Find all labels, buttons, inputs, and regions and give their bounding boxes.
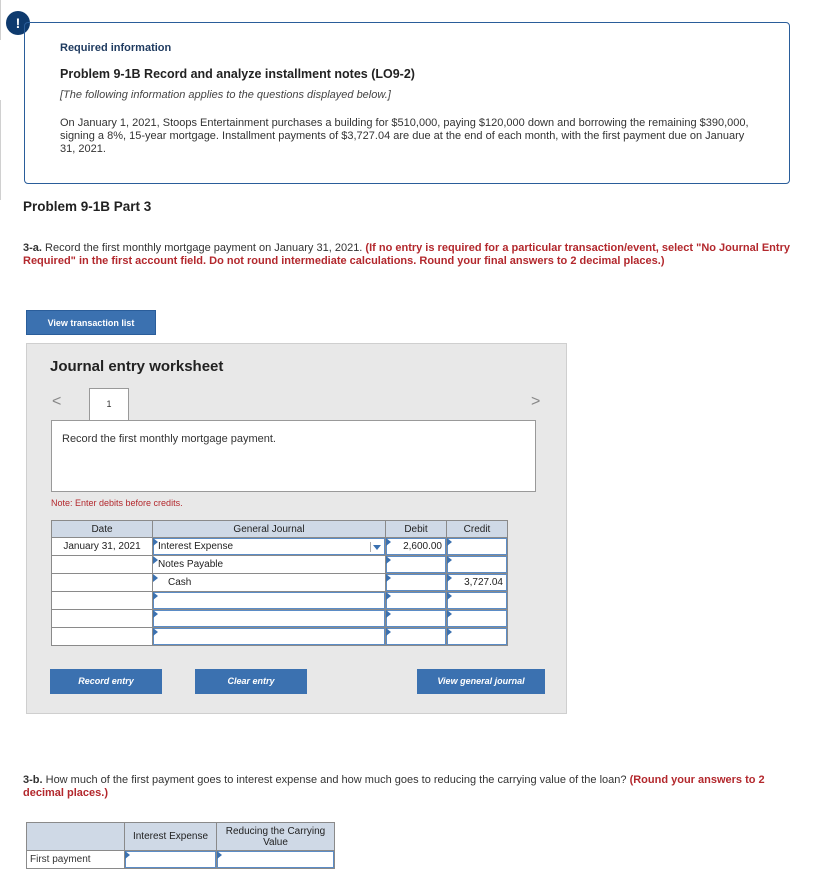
credit-input[interactable] (447, 556, 507, 573)
table-row (52, 628, 508, 646)
instruction-box (51, 420, 536, 492)
reducing-carrying-value-input[interactable] (217, 851, 334, 868)
question-3b-label: 3-b. (23, 774, 43, 786)
question-3a-text: Record the first monthly mortgage payment on January 31, 2021. (41, 242, 366, 254)
blank-header (27, 823, 125, 851)
question-3b-instruction: (Round your answers to 2 decimal places.) (23, 774, 765, 799)
account-select[interactable] (153, 592, 385, 609)
chevron-left-icon[interactable]: < (52, 393, 62, 410)
table-row (52, 538, 508, 556)
account-select[interactable] (153, 610, 385, 627)
table-row (52, 556, 508, 574)
journal-table (51, 520, 508, 646)
credit-input[interactable] (447, 592, 507, 609)
credit-input[interactable] (447, 538, 507, 555)
worksheet-tab-1[interactable]: 1 (89, 388, 129, 420)
question-3a-instruction: (If no entry is required for a particular transaction/event, select "No Journal Entry Required" in the first account field. Do not round intermediate calculations. Round your final answers to 2 decimal places.) (23, 242, 790, 267)
date-cell[interactable] (52, 628, 153, 646)
alert-icon: ! (6, 11, 30, 35)
record-entry-button[interactable]: Record entry (50, 669, 162, 694)
table-row (52, 592, 508, 610)
account-select[interactable]: Cash (153, 574, 385, 591)
date-cell[interactable] (52, 556, 153, 574)
dropdown-caret-icon[interactable] (370, 542, 382, 552)
worksheet-title: Journal entry worksheet (50, 358, 224, 375)
header-credit: Credit (447, 521, 508, 538)
credit-input[interactable] (447, 628, 507, 645)
payment-breakdown-table (26, 822, 335, 869)
account-select[interactable]: Interest Expense (153, 538, 385, 555)
debit-input[interactable] (386, 592, 446, 609)
debit-input[interactable] (386, 574, 446, 591)
interest-expense-input[interactable] (125, 851, 216, 868)
applies-note: [The following information applies to the questions displayed below.] (60, 89, 391, 101)
part-title: Problem 9-1B Part 3 (23, 199, 152, 214)
question-3a-label: 3-a. (23, 242, 42, 254)
debit-input[interactable] (386, 610, 446, 627)
date-cell[interactable] (52, 592, 153, 610)
table-row (52, 610, 508, 628)
clear-entry-button[interactable]: Clear entry (195, 669, 307, 694)
left-edge-divider (0, 0, 5, 40)
header-debit: Debit (386, 521, 447, 538)
header-general-journal: General Journal (153, 521, 386, 538)
table-row (52, 574, 508, 592)
debits-note: Note: Enter debits before credits. (51, 498, 183, 508)
credit-input[interactable]: 3,727.04 (447, 574, 507, 591)
debit-input[interactable] (386, 628, 446, 645)
account-select[interactable] (153, 628, 385, 645)
question-3a (23, 242, 803, 268)
question-3b (23, 774, 803, 800)
first-payment-label: First payment (27, 851, 125, 869)
date-cell[interactable] (52, 610, 153, 628)
debit-input[interactable] (386, 556, 446, 573)
debit-input[interactable]: 2,600.00 (386, 538, 446, 555)
account-select[interactable]: Notes Payable (153, 556, 385, 573)
header-reducing-carrying-value: Reducing the Carrying Value (217, 823, 335, 851)
view-transaction-list-button[interactable]: View transaction list (26, 310, 156, 335)
required-info-heading: Required information (60, 42, 172, 54)
worksheet-instruction: Record the first monthly mortgage payment. (62, 433, 276, 445)
date-cell[interactable] (52, 574, 153, 592)
problem-description: On January 1, 2021, Stoops Entertainment purchases a building for $510,000, paying $120,000 down and borrowing the remaining $390,000, signing a 8%, 15-year mortgage. Installment payments of $3,727.04 are due at the end of each month, with the first payment due on January 31, 2021. (60, 117, 749, 155)
left-edge-divider (0, 100, 5, 200)
header-date: Date (52, 521, 153, 538)
date-cell[interactable]: January 31, 2021 (52, 538, 153, 556)
table-row (27, 851, 335, 869)
problem-title: Problem 9-1B Record and analyze installment notes (LO9-2) (60, 67, 415, 81)
question-3b-text: How much of the first payment goes to interest expense and how much goes to reducing the carrying value of the loan? (42, 774, 630, 786)
credit-input[interactable] (447, 610, 507, 627)
header-interest-expense: Interest Expense (125, 823, 217, 851)
chevron-right-icon[interactable]: > (531, 393, 541, 410)
view-general-journal-button[interactable]: View general journal (417, 669, 545, 694)
